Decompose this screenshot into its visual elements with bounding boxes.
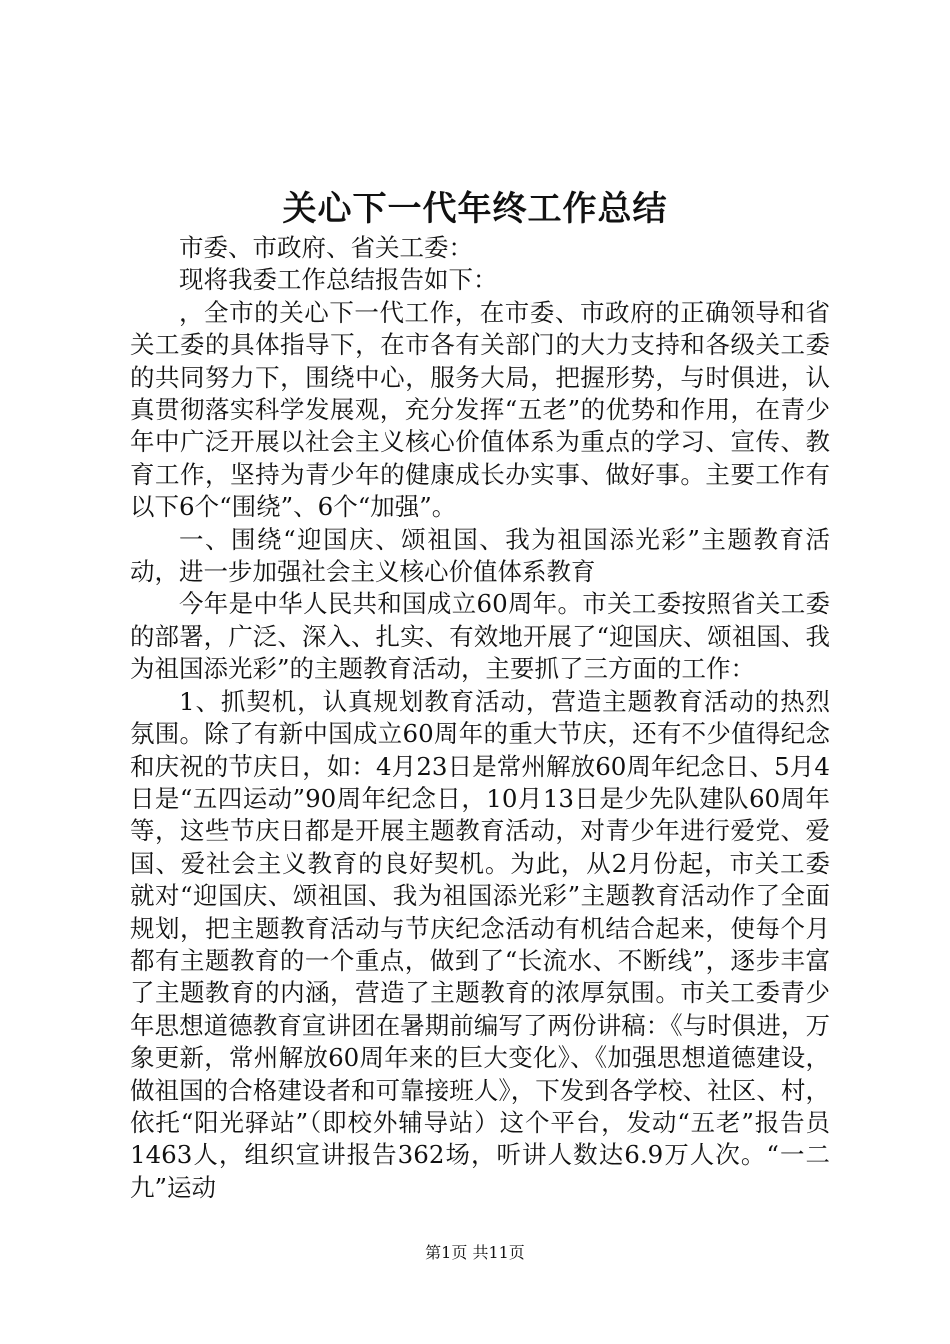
paragraph-salutation: 市委、市政府、省关工委： <box>179 233 473 262</box>
paragraph-section-intro: 今年是中华人民共和国成立60周年。市关工委按照省关工委的部署，广泛、深入、扎实、有效地开展了“迎国庆、颂祖国、我为祖国添光彩”的主题教育活动，主要抓了三方面的工作： <box>130 589 830 684</box>
paragraph-section-heading: 一、围绕“迎国庆、颂祖国、我为祖国添光彩”主题教育活动，进一步加强社会主义核心价值体系教育 <box>130 524 830 587</box>
paragraph-overview: ，全市的关心下一代工作，在市委、市政府的正确领导和省关工委的具体指导下，在市各有关部门的大力支持和各级关工委的共同努力下，围绕中心，服务大局，把握形势，与时俱进，认真贯彻落实科学发展观，充分发挥“五老”的优势和作用，在青少年中广泛开展以社会主义核心价值体系为重点的学习、宣传、教育工作，坚持为青少年的健康成长办实事、做好事。主要工作有以下6个“围绕”、6个“加强”。 <box>130 297 830 522</box>
document-body <box>130 232 830 1204</box>
paragraph-intro: 现将我委工作总结报告如下： <box>179 265 498 295</box>
paragraph-item-1: 1、抓契机，认真规划教育活动，营造主题教育活动的热烈氛围。除了有新中国成立60周年的重大节庆，还有不少值得纪念和庆祝的节庆日，如：4月23日是常州解放60周年纪念日、5月4日是“五四运动”90周年纪念日，10月13日是少先队建队60周年等，这些节庆日都是开展主题教育活动，对青少年进行爱党、爱国、爱社会主义教育的良好契机。为此，从2月份起，市关工委就对“迎国庆、颂祖国、我为祖国添光彩”主题教育活动作了全面规划，把主题教育活动与节庆纪念活动有机结合起来，使每个月都有主题教育的一个重点，做到了“长流水、不断线”，逐步丰富了主题教育的内涵，营造了主题教育的浓厚氛围。市关工委青少年思想道德教育宣讲团在暑期前编写了两份讲稿：《与时俱进，万象更新，常州解放60周年来的巨大变化》、《加强思想道德建设，做祖国的合格建设者和可靠接班人》，下发到各学校、社区、村，依托“阳光驿站”（即校外辅导站）这个平台，发动“五老”报告员1463人，组织宣讲报告362场，听讲人数达6.9万人次。“一二九”运动 <box>130 686 830 1202</box>
page-number-footer: 第1页 共11页 <box>425 1243 525 1262</box>
document-title: 关心下一代年终工作总结 <box>282 189 668 229</box>
